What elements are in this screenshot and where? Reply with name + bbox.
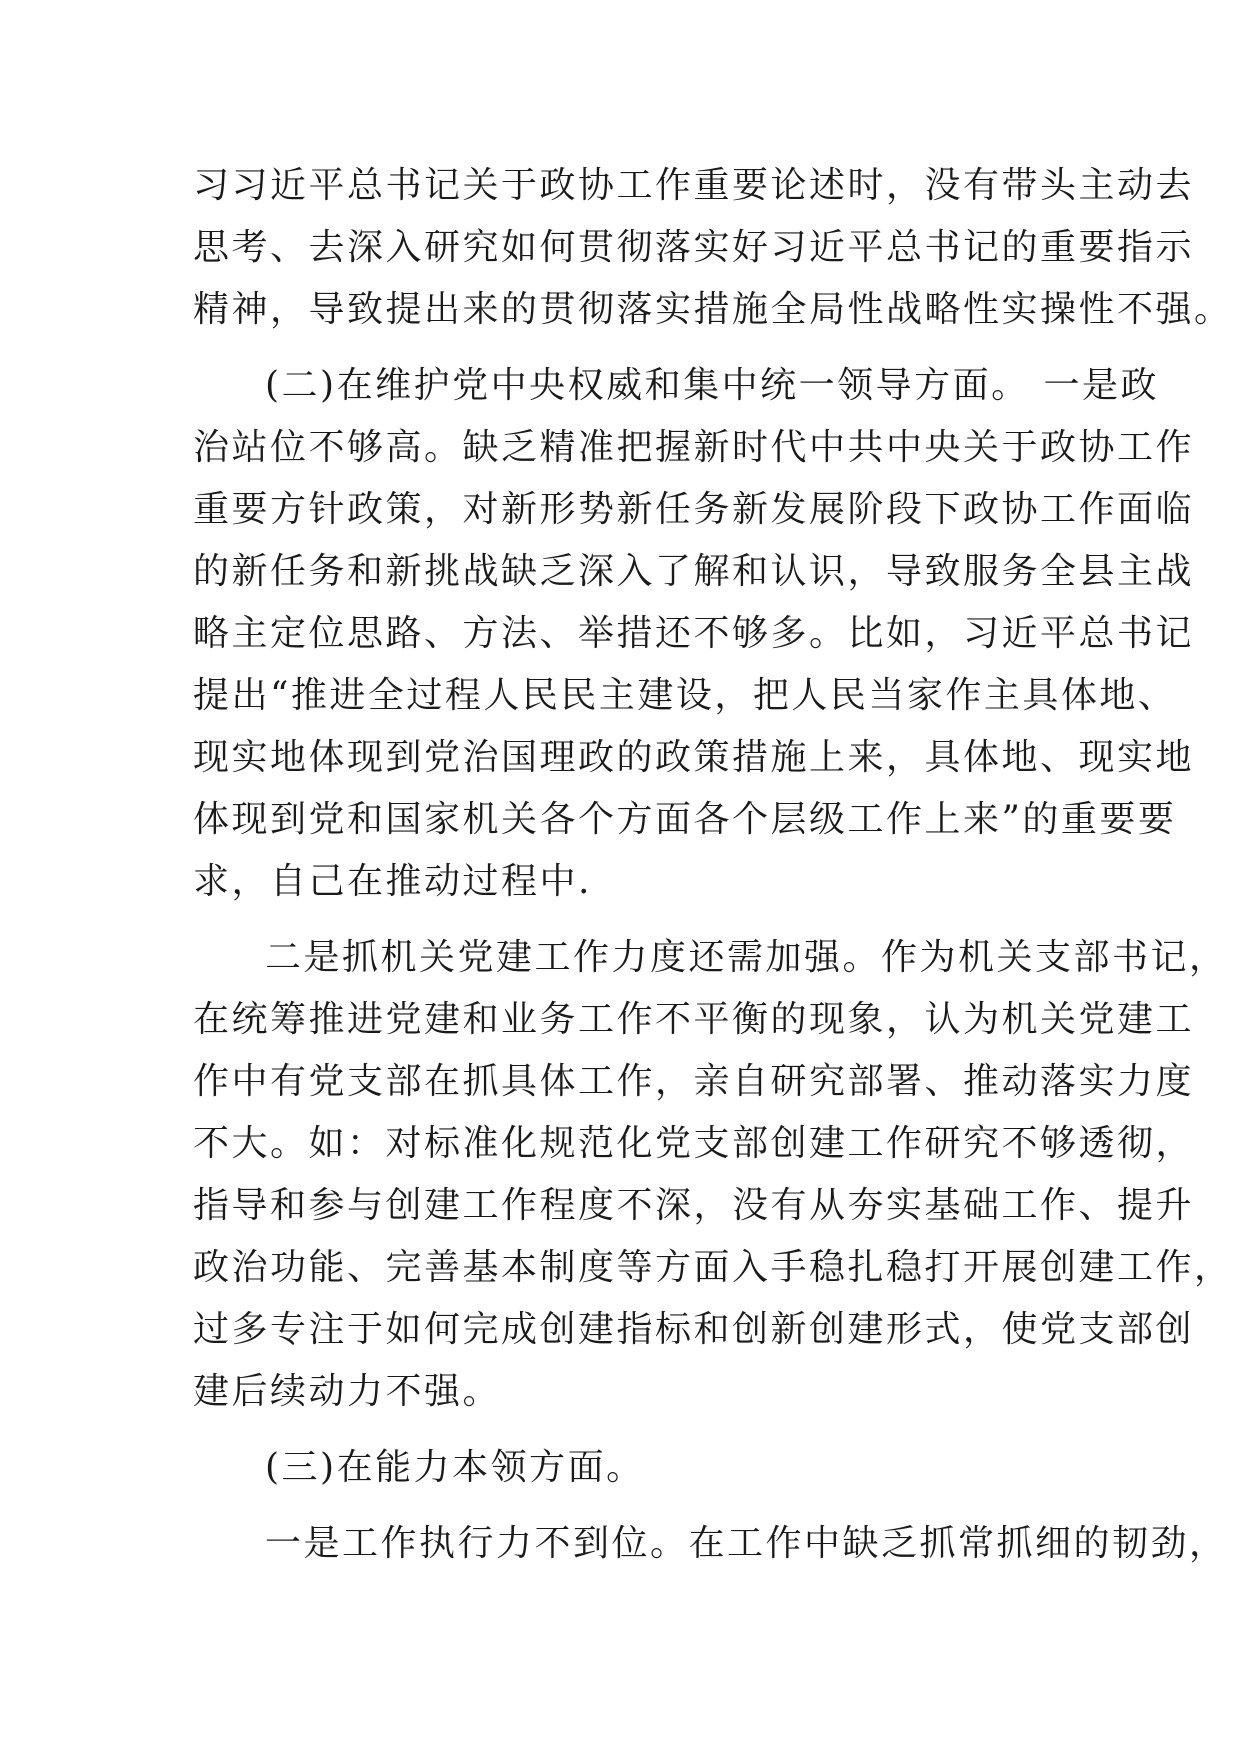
text-line: 现实地体现到党治国理政的政策措施上来，具体地、现实地 bbox=[193, 737, 1195, 778]
document-body bbox=[193, 155, 1233, 1575]
paragraph-3 bbox=[193, 927, 1233, 1423]
text-line: 重要方针政策，对新形势新任务新发展阶段下政协工作面临 bbox=[193, 489, 1195, 530]
paragraph-5 bbox=[193, 1513, 1228, 1575]
text-line: 略主定位思路、方法、举措还不够多。比如，习近平总书记 bbox=[193, 613, 1195, 654]
text-line: 一是工作执行力不到位。在工作中缺乏抓常抓细的韧劲， bbox=[265, 1523, 1228, 1564]
text-line: 指导和参与创建工作程度不深，没有从夯实基础工作、提升 bbox=[193, 1185, 1195, 1226]
paragraph-gap bbox=[193, 341, 1053, 355]
section-heading: (三)在能力本领方面。 bbox=[265, 1447, 645, 1488]
text-line: 体现到党和国家机关各个方面各个层级工作上来”的重要要 bbox=[193, 799, 1177, 840]
paragraph-1 bbox=[193, 155, 1233, 341]
paragraph-gap bbox=[193, 913, 1053, 927]
text-line: 作中有党支部在抓具体工作，亲自研究部署、推动落实力度 bbox=[193, 1061, 1195, 1102]
paragraph-2 bbox=[193, 355, 1195, 913]
text-line: 的新任务和新挑战缺乏深入了解和认识，导致服务全县主战 bbox=[193, 551, 1195, 592]
text-line: 提出“推进全过程人民民主建设，把人民当家作主具体地、 bbox=[193, 675, 1177, 716]
text-line: 建后续动力不强。 bbox=[193, 1371, 502, 1412]
text-line: 思考、去深入研究如何贯彻落实好习近平总书记的重要指示 bbox=[193, 227, 1195, 268]
text-line: 二是抓机关党建工作力度还需加强。作为机关支部书记， bbox=[265, 937, 1228, 978]
paragraph-gap bbox=[193, 1499, 1053, 1513]
text-line: 过多专注于如何完成创建指标和创新创建形式，使党支部创 bbox=[193, 1309, 1195, 1350]
text-line: 在统筹推进党建和业务工作不平衡的现象，认为机关党建工 bbox=[193, 999, 1195, 1040]
paragraph-4 bbox=[193, 1437, 1053, 1499]
text-line: 精神，导致提出来的贯彻落实措施全局性战略性实操性不强。 bbox=[193, 289, 1233, 330]
text-line: 治站位不够高。缺乏精准把握新时代中共中央关于政协工作 bbox=[193, 427, 1195, 468]
text-line: 求，自己在推动过程中. bbox=[193, 861, 592, 902]
text-line: 不大。如：对标准化规范化党支部创建工作研究不够透彻， bbox=[193, 1123, 1195, 1164]
text-line: (二)在维护党中央权威和集中统一领导方面。 一是政 bbox=[265, 365, 1160, 406]
paragraph-gap bbox=[193, 1423, 1053, 1437]
text-line: 政治功能、完善基本制度等方面入手稳扎稳打开展创建工作， bbox=[193, 1247, 1233, 1288]
text-line: 习习近平总书记关于政协工作重要论述时，没有带头主动去 bbox=[193, 165, 1195, 206]
